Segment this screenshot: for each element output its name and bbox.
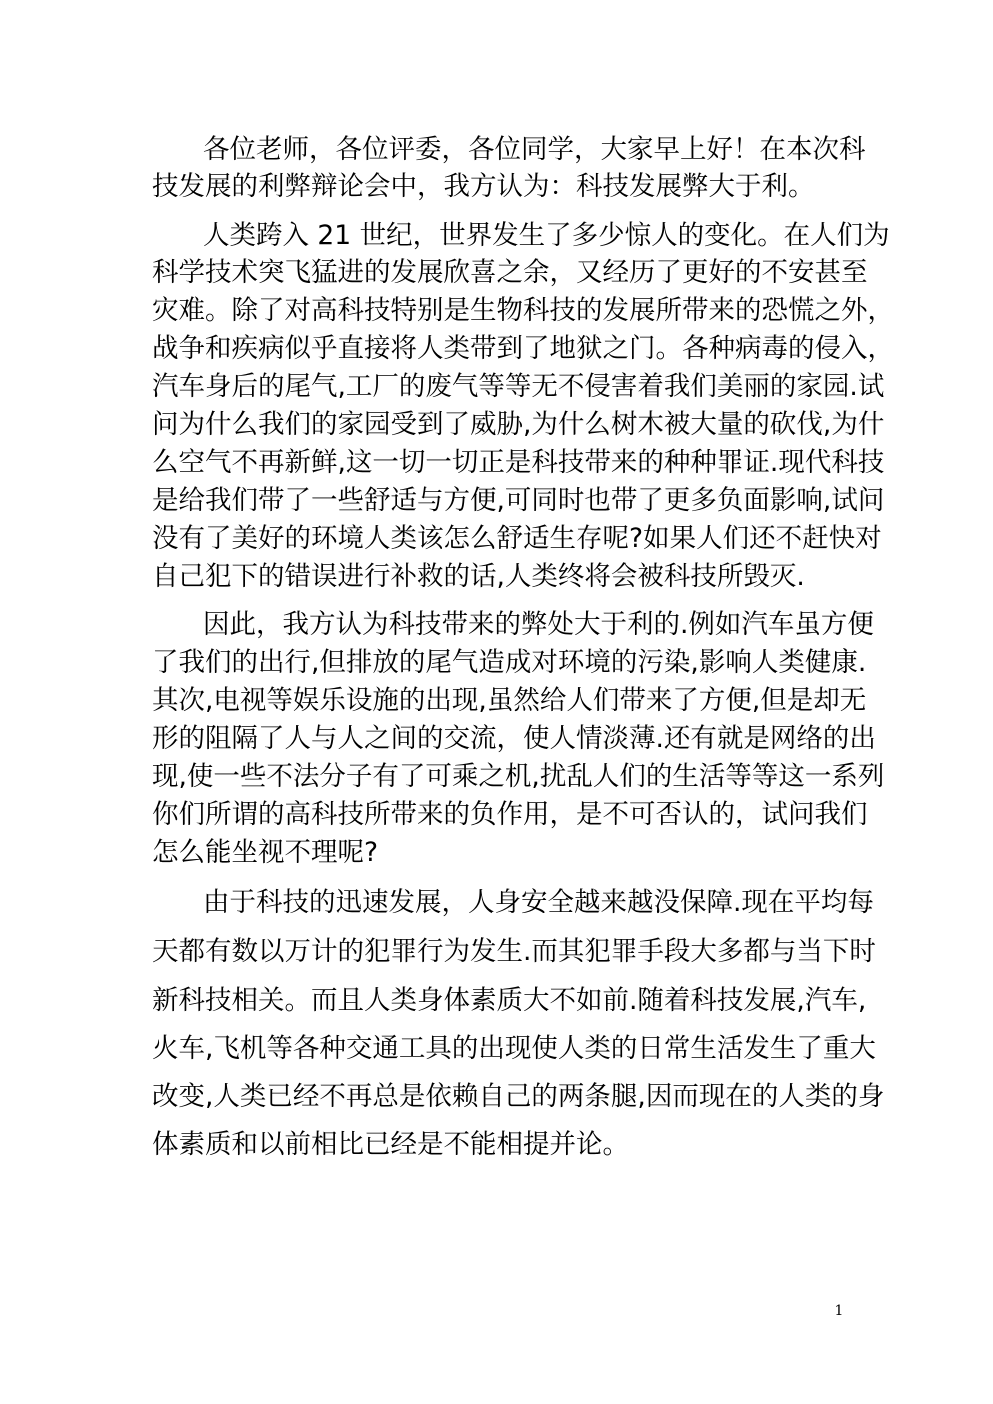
text-line: 新科技相关。而且人类身体素质大不如前.随着科技发展,汽车, xyxy=(152,985,867,1016)
text-line: 怎么能坐视不理呢? xyxy=(152,837,379,868)
text-line: 其次,电视等娱乐设施的出现,虽然给人们带来了方便,但是却无 xyxy=(152,685,867,716)
text-line: 是给我们带了一些舒适与方便,可同时也带了更多负面影响,试问 xyxy=(152,485,885,516)
text-line: 么空气不再新鲜,这一切一切正是科技带来的种种罪证.现代科技 xyxy=(152,447,885,478)
text-line: 汽车身后的尾气,工厂的废气等等无不侵害着我们美丽的家园.试 xyxy=(152,371,885,402)
page-number: 1 xyxy=(834,1303,844,1319)
text-line: 由于科技的迅速发展，人身安全越来越没保障.现在平均每 xyxy=(203,887,874,918)
text-line: 火车,飞机等各种交通工具的出现使人类的日常生活发生了重大 xyxy=(152,1033,876,1064)
text-line: 科学技术突飞猛进的发展欣喜之余，又经历了更好的不安甚至 xyxy=(152,257,868,288)
text-line: 形的阻隔了人与人之间的交流，使人情淡薄.还有就是网络的出 xyxy=(152,723,876,754)
text-line: 改变,人类已经不再总是依赖自己的两条腿,因而现在的人类的身 xyxy=(152,1081,885,1112)
text-line: 因此，我方认为科技带来的弊处大于利的.例如汽车虽方便 xyxy=(203,609,874,640)
text-line: 各位老师，各位评委，各位同学，大家早上好！在本次科 xyxy=(203,134,866,165)
text-line: 天都有数以万计的犯罪行为发生.而其犯罪手段大多都与当下时 xyxy=(152,936,876,967)
text-line: 没有了美好的环境人类该怎么舒适生存呢?如果人们还不赶快对 xyxy=(152,523,882,554)
text-line: 灾难。除了对高科技特别是生物科技的发展所带来的恐慌之外， xyxy=(152,295,894,326)
text-line: 人类跨入 21 世纪，世界发生了多少惊人的变化。在人们为 xyxy=(203,220,890,251)
text-line: 了我们的出行,但排放的尾气造成对环境的污染,影响人类健康. xyxy=(152,647,867,678)
text-line: 现,使一些不法分子有了可乘之机,扰乱人们的生活等等这一系列 xyxy=(152,761,885,792)
text-line: 战争和疾病似乎直接将人类带到了地狱之门。各种病毒的侵入， xyxy=(152,333,894,364)
text-line: 体素质和以前相比已经是不能相提并论。 xyxy=(152,1129,629,1160)
text-line: 自己犯下的错误进行补救的话,人类终将会被科技所毁灭. xyxy=(152,561,805,592)
text-line: 技发展的利弊辩论会中，我方认为：科技发展弊大于利。 xyxy=(152,171,815,202)
text-line: 问为什么我们的家园受到了威胁,为什么树木被大量的砍伐,为什 xyxy=(152,409,885,440)
text-line: 你们所谓的高科技所带来的负作用，是不可否认的，试问我们 xyxy=(152,799,868,830)
